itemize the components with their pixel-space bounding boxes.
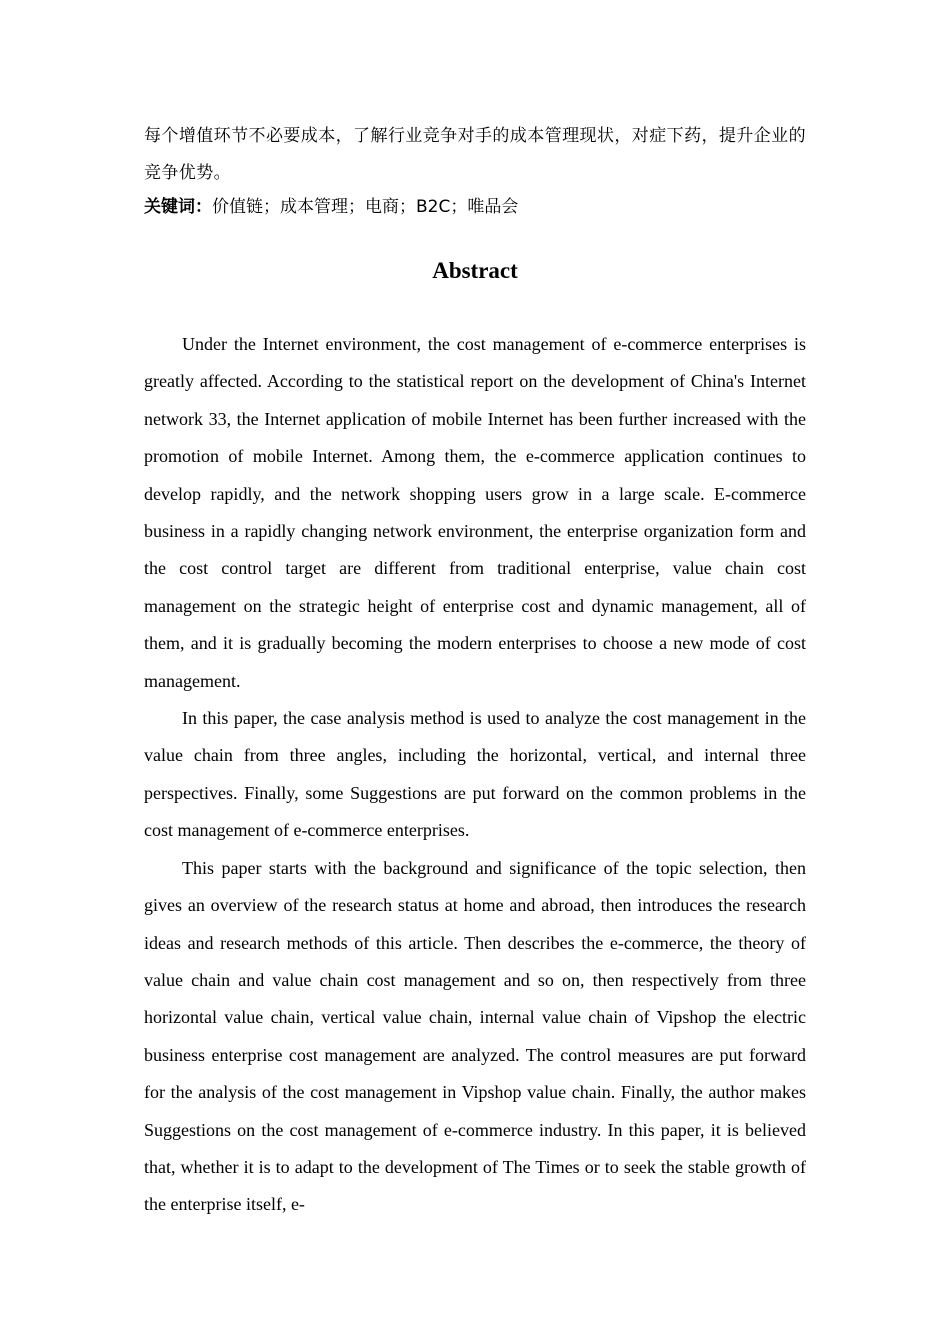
abstract-title: Abstract	[432, 258, 518, 283]
abstract-paragraph-2: In this paper, the case analysis method is used to analyze the cost management in the value chain from three angles, including the horizontal, vertical, and internal three perspectives. Finally, some Suggestions are put forward on the common problems in the cost management of e-commerce enterprises.	[144, 708, 806, 841]
keywords-line	[144, 192, 806, 222]
abstract-paragraph-3: This paper starts with the background and significance of the topic selection, then gives an overview of the research status at home and abroad, then introduces the research ideas and research methods of this article. Then describes the e-commerce, the theory of value chain and value chain cost management and so on, then respectively from three horizontal value chain, vertical value chain, internal value chain of Vipshop the electric business enterprise cost management are analyzed. The control measures are put forward for the analysis of the cost management in Vipshop value chain. Finally, the author makes Suggestions on the cost management of e-commerce industry. In this paper, it is believed that, whether it is to adapt to the development of The Times or to seek the stable growth of the enterprise itself, e-	[144, 857, 806, 1215]
page-content	[144, 118, 806, 1224]
keywords-terms: 价值链；成本管理；电商；B2C；唯品会	[212, 197, 519, 217]
abstract-paragraph-1: Under the Internet environment, the cost management of e-commerce enterprises is greatly affected. According to the statistical report on the development of China's Internet network 33, the Internet application of mobile Internet has been further increased with the promotion of mobile Internet. Among them, the e-commerce application continues to develop rapidly, and the network shopping users grow in a large scale. E-commerce business in a rapidly changing network environment, the enterprise organization form and the cost control target are different from traditional enterprise, value chain cost management on the strategic height of enterprise cost and dynamic management, all of them, and it is gradually becoming the modern enterprises to choose a new mode of cost management.	[144, 334, 806, 691]
chinese-abstract-continuation: 每个增值环节不必要成本，了解行业竞争对手的成本管理现状，对症下药，提升企业的竞争优势。	[144, 126, 806, 183]
keywords-label: 关键词：	[144, 197, 212, 217]
